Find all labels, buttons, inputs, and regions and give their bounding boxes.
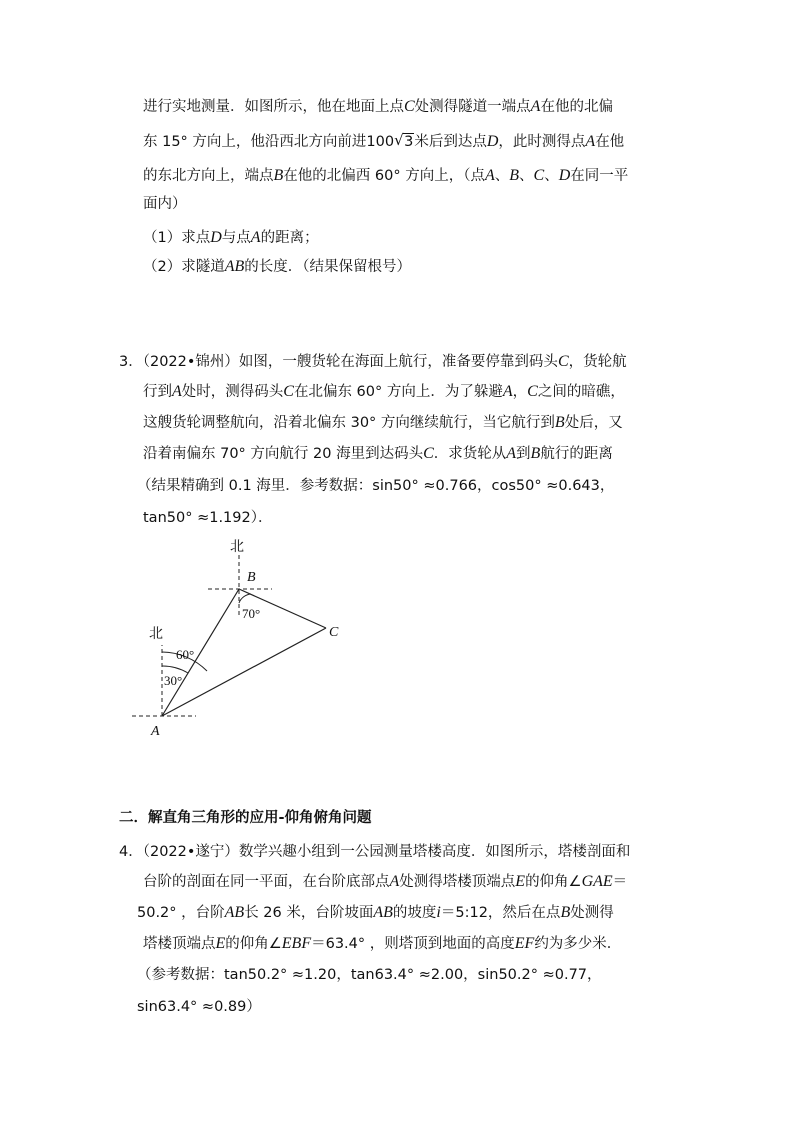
- text: tan50° ≈1.192）．: [143, 510, 273, 526]
- label-angle-70: 70°: [242, 606, 261, 621]
- var: B: [509, 167, 520, 184]
- var: C: [533, 167, 545, 184]
- var: A: [506, 445, 517, 462]
- var: B: [530, 445, 541, 462]
- text: 与点: [221, 230, 251, 246]
- label-a: A: [151, 724, 160, 739]
- text: 的长度．（结果保留根号）: [244, 259, 412, 275]
- var: AB: [224, 904, 245, 921]
- text: 的仰角∠: [525, 874, 582, 890]
- text: 处测得隧道一端点: [414, 99, 531, 115]
- text: 二．解直角三角形的应用-仰角俯角问题: [119, 810, 372, 826]
- text: 的坡度: [392, 905, 437, 921]
- text: sin63.4° ≈0.89）: [137, 999, 261, 1015]
- text: 、: [544, 168, 559, 184]
- text: 处测得: [570, 905, 614, 921]
- text: 在他的北偏: [540, 99, 613, 115]
- text: （参考数据：tan50.2° ≈1.20，tan63.4° ≈2.00，sin50.2° ≈0.77，: [137, 967, 602, 983]
- text: 在同一平: [570, 168, 629, 184]
- var: EBF: [281, 935, 312, 952]
- text: （1）求点: [143, 230, 211, 246]
- var: D: [210, 229, 222, 246]
- var: GAE: [581, 873, 613, 890]
- number: 100: [366, 134, 395, 150]
- var: A: [389, 873, 400, 890]
- text: 之间的暗礁，: [537, 384, 625, 400]
- segment-ab: [162, 589, 239, 716]
- text: 到: [516, 446, 531, 462]
- text: 行到: [143, 384, 172, 400]
- var: C: [527, 383, 538, 400]
- var: EF: [514, 935, 535, 952]
- text: 约为多少米．: [534, 936, 622, 952]
- p4-line-6: [137, 997, 261, 1017]
- text: 长 26 米，台阶坡面: [244, 905, 374, 921]
- text: ＝5:12，然后在点: [440, 905, 561, 921]
- var: C: [404, 98, 415, 115]
- arc-70: [239, 594, 251, 603]
- text: 台阶的剖面在同一平面，在台阶底部点: [143, 874, 390, 890]
- var: C: [423, 445, 434, 462]
- text: 塔楼顶端点: [143, 936, 216, 952]
- p4-line-1: [119, 842, 630, 862]
- var: B: [554, 414, 565, 431]
- text: 东 15° 方向上，他沿西北方向前进: [143, 134, 367, 150]
- p4-line-3: [137, 903, 614, 923]
- text: 的仰角∠: [225, 936, 282, 952]
- var: A: [484, 167, 495, 184]
- var: A: [585, 133, 596, 150]
- text: 处测得塔楼顶端点: [399, 874, 516, 890]
- var: E: [515, 873, 526, 890]
- arc-30: [162, 666, 188, 673]
- text: 这艘货轮调整航向，沿着北偏东 30° 方向继续航行，当它航行到: [143, 415, 555, 431]
- text: ＝: [612, 874, 628, 890]
- label-b: B: [247, 570, 256, 585]
- text: （结果精确到 0.1 海里．参考数据：sin50° ≈0.766，cos50° ≈0.643，: [137, 478, 615, 494]
- var: D: [486, 133, 499, 150]
- text: 的距离；: [260, 230, 319, 246]
- text: 在北偏东 60° 方向上．为了躲避: [293, 384, 503, 400]
- text: 、: [519, 168, 534, 184]
- p4-line-2: [143, 872, 627, 892]
- var: A: [172, 383, 182, 400]
- label-north-left: 北: [149, 627, 163, 642]
- var: C: [557, 353, 569, 370]
- text: 4．（2022•遂宁）数学兴趣小组到一公园测量塔楼高度．如图所示，塔楼剖面和: [119, 844, 631, 860]
- var: D: [558, 167, 571, 184]
- text: 在他: [595, 134, 625, 150]
- section-2-title: [119, 808, 372, 828]
- text: 航行的距离: [540, 446, 613, 462]
- label-north-top: 北: [230, 540, 244, 555]
- text: （2）求隧道: [143, 259, 225, 275]
- text: 处时，测得码头: [181, 384, 284, 400]
- text: 、: [494, 168, 510, 184]
- text: 米后到达点: [414, 134, 487, 150]
- label-angle-30: 30°: [164, 673, 183, 688]
- text: 面内）: [143, 196, 187, 212]
- text: 50.2° ，台阶: [137, 905, 225, 921]
- var: C: [283, 383, 294, 400]
- var: A: [530, 98, 541, 115]
- label-angle-60: 60°: [176, 647, 195, 662]
- text: ，货轮航: [568, 354, 627, 370]
- var: E: [215, 935, 226, 952]
- text: 沿着南偏东 70° 方向航行 20 海里到达码头: [143, 446, 424, 462]
- p4-line-4: [143, 934, 621, 954]
- text: 进行实地测量．如图所示，他在地面上点: [143, 99, 404, 115]
- text: 在他的北偏西 60° 方向上，（点: [283, 168, 485, 184]
- var: A: [502, 383, 513, 400]
- p4-line-5: [137, 965, 602, 985]
- text: 的东北方向上，端点: [143, 168, 274, 184]
- label-c: C: [329, 625, 339, 640]
- text: 处后，又: [564, 415, 623, 431]
- text: ．求货轮从: [433, 446, 507, 462]
- text: 3．（2022•锦州）如图，一艘货轮在海面上航行，准备要停靠到码头: [119, 354, 558, 370]
- text: ＝63.4° ，则塔顶到地面的高度: [311, 936, 515, 952]
- radical-sign: √: [394, 131, 404, 149]
- text: ，: [512, 384, 528, 400]
- radicand: 3: [404, 134, 414, 150]
- var: A: [250, 229, 261, 246]
- var: B: [560, 904, 571, 921]
- text: ，此时测得点: [498, 134, 586, 150]
- var: AB: [373, 904, 393, 921]
- var: B: [273, 167, 284, 184]
- var: i: [436, 904, 441, 921]
- var: AB: [224, 258, 245, 275]
